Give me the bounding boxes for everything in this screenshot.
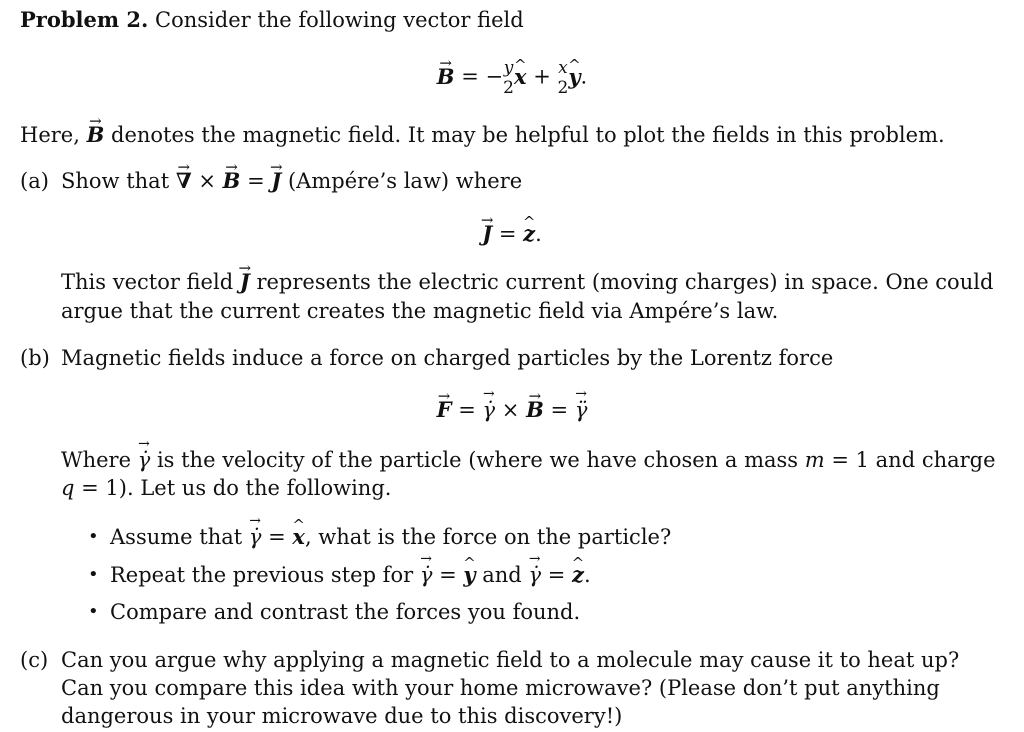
part-a-statement bbox=[61, 167, 522, 195]
here-line bbox=[20, 121, 945, 149]
equals-sign: = bbox=[458, 398, 476, 422]
bullet-text: and bbox=[482, 563, 522, 587]
unit-x: x ^ bbox=[292, 523, 305, 551]
bullet-icon: • bbox=[88, 564, 99, 585]
symbol-gamma-dot: → γ̇ bbox=[249, 523, 262, 551]
unit-y: y ^ bbox=[463, 561, 475, 589]
part-b-where-line bbox=[61, 446, 996, 474]
here-post: denotes the magnetic field. It may be helpful to plot the fields in this problem. bbox=[111, 123, 945, 147]
symbol-b: B → bbox=[87, 121, 105, 149]
bullet-text: Assume that bbox=[110, 525, 243, 549]
fraction-y-over-2: y 2 bbox=[503, 58, 514, 98]
cross-sign: × bbox=[198, 169, 216, 193]
here-pre: Here, bbox=[20, 123, 80, 147]
symbol-b: B → bbox=[437, 63, 455, 91]
symbol-j: J → bbox=[271, 167, 281, 195]
para-text: represents the electric current (moving charges) in space. One could bbox=[256, 270, 994, 294]
equals-sign: = bbox=[461, 64, 479, 89]
symbol-j: J → bbox=[240, 268, 250, 296]
m-value: = 1 and charge bbox=[831, 448, 996, 472]
symbol-gamma-ddot: → γ̈ bbox=[575, 396, 588, 424]
nabla-symbol: ∇ → bbox=[176, 167, 192, 195]
symbol-f: F → bbox=[437, 396, 452, 424]
part-b-where-line-2 bbox=[61, 474, 391, 502]
equation-j bbox=[0, 220, 1024, 248]
symbol-gamma-dot: → γ̇ bbox=[483, 396, 496, 424]
equals-sign: = bbox=[439, 563, 457, 587]
fraction-x-over-2: x 2 bbox=[557, 58, 569, 98]
period: . bbox=[583, 563, 591, 587]
part-a-para-line-2: argue that the current creates the magnetic field via Ampére’s law. bbox=[61, 299, 779, 323]
unit-y: y ^ bbox=[568, 63, 580, 91]
minus-sign: − bbox=[485, 64, 504, 89]
bullet-text: , what is the force on the particle? bbox=[304, 525, 672, 549]
part-b-label: (b) bbox=[20, 346, 50, 370]
equation-b-field bbox=[0, 58, 1024, 98]
part-a-label: (a) bbox=[20, 169, 49, 193]
symbol-q: q bbox=[61, 476, 75, 500]
equals-sign: = bbox=[547, 563, 566, 587]
equals-sign: = bbox=[268, 525, 286, 549]
bullet-item-1 bbox=[110, 523, 671, 551]
bullet-item-3: Compare and contrast the forces you found. bbox=[110, 600, 581, 624]
symbol-j: J → bbox=[482, 220, 492, 248]
equals-sign: = bbox=[550, 398, 569, 422]
symbol-b: B → bbox=[223, 167, 241, 195]
symbol-gamma-dot: → γ̇ bbox=[528, 561, 541, 589]
part-a-para-line-1 bbox=[61, 268, 993, 296]
part-c-line-3: dangerous in your microwave due to this discovery!) bbox=[61, 704, 623, 728]
part-c-line-1: Can you argue why applying a magnetic field to a molecule may cause it to heat up? bbox=[61, 648, 960, 672]
equation-lorentz bbox=[0, 396, 1024, 424]
equals-sign: = bbox=[247, 169, 265, 193]
problem-heading-line bbox=[20, 6, 524, 34]
q-value: = 1). Let us do the following. bbox=[81, 476, 392, 500]
symbol-b: B → bbox=[526, 396, 544, 424]
unit-z: z ^ bbox=[523, 220, 535, 248]
plus-sign: + bbox=[533, 64, 551, 89]
period: . bbox=[535, 222, 542, 246]
para-text: This vector field bbox=[61, 270, 234, 294]
problem-intro: Consider the following vector field bbox=[155, 8, 524, 32]
part-c-label: (c) bbox=[20, 648, 49, 672]
part-a-text-post: (Ampére’s law) where bbox=[287, 169, 523, 193]
cross-sign: × bbox=[501, 398, 520, 422]
equals-sign: = bbox=[498, 222, 517, 246]
symbol-m: m bbox=[804, 448, 825, 472]
symbol-gamma-dot: → γ̇ bbox=[138, 446, 151, 474]
where-pre: Where bbox=[61, 448, 132, 472]
part-c-line-2: Can you compare this idea with your home microwave? (Please don’t put anything bbox=[61, 676, 940, 700]
unit-z: z ^ bbox=[572, 561, 584, 589]
unit-x: x ^ bbox=[514, 63, 527, 91]
bullet-icon: • bbox=[88, 601, 99, 622]
period: . bbox=[580, 64, 588, 89]
bullet-item-2 bbox=[110, 561, 591, 589]
problem-heading: Problem 2. bbox=[20, 7, 149, 32]
bullet-icon: • bbox=[88, 526, 99, 547]
where-post: is the velocity of the particle (where we have chosen a mass bbox=[156, 448, 799, 472]
part-b-statement: Magnetic fields induce a force on charged particles by the Lorentz force bbox=[61, 346, 834, 370]
symbol-gamma-dot: → γ̇ bbox=[420, 561, 433, 589]
part-a-text-pre: Show that bbox=[61, 169, 170, 193]
bullet-text: Repeat the previous step for bbox=[110, 563, 414, 587]
